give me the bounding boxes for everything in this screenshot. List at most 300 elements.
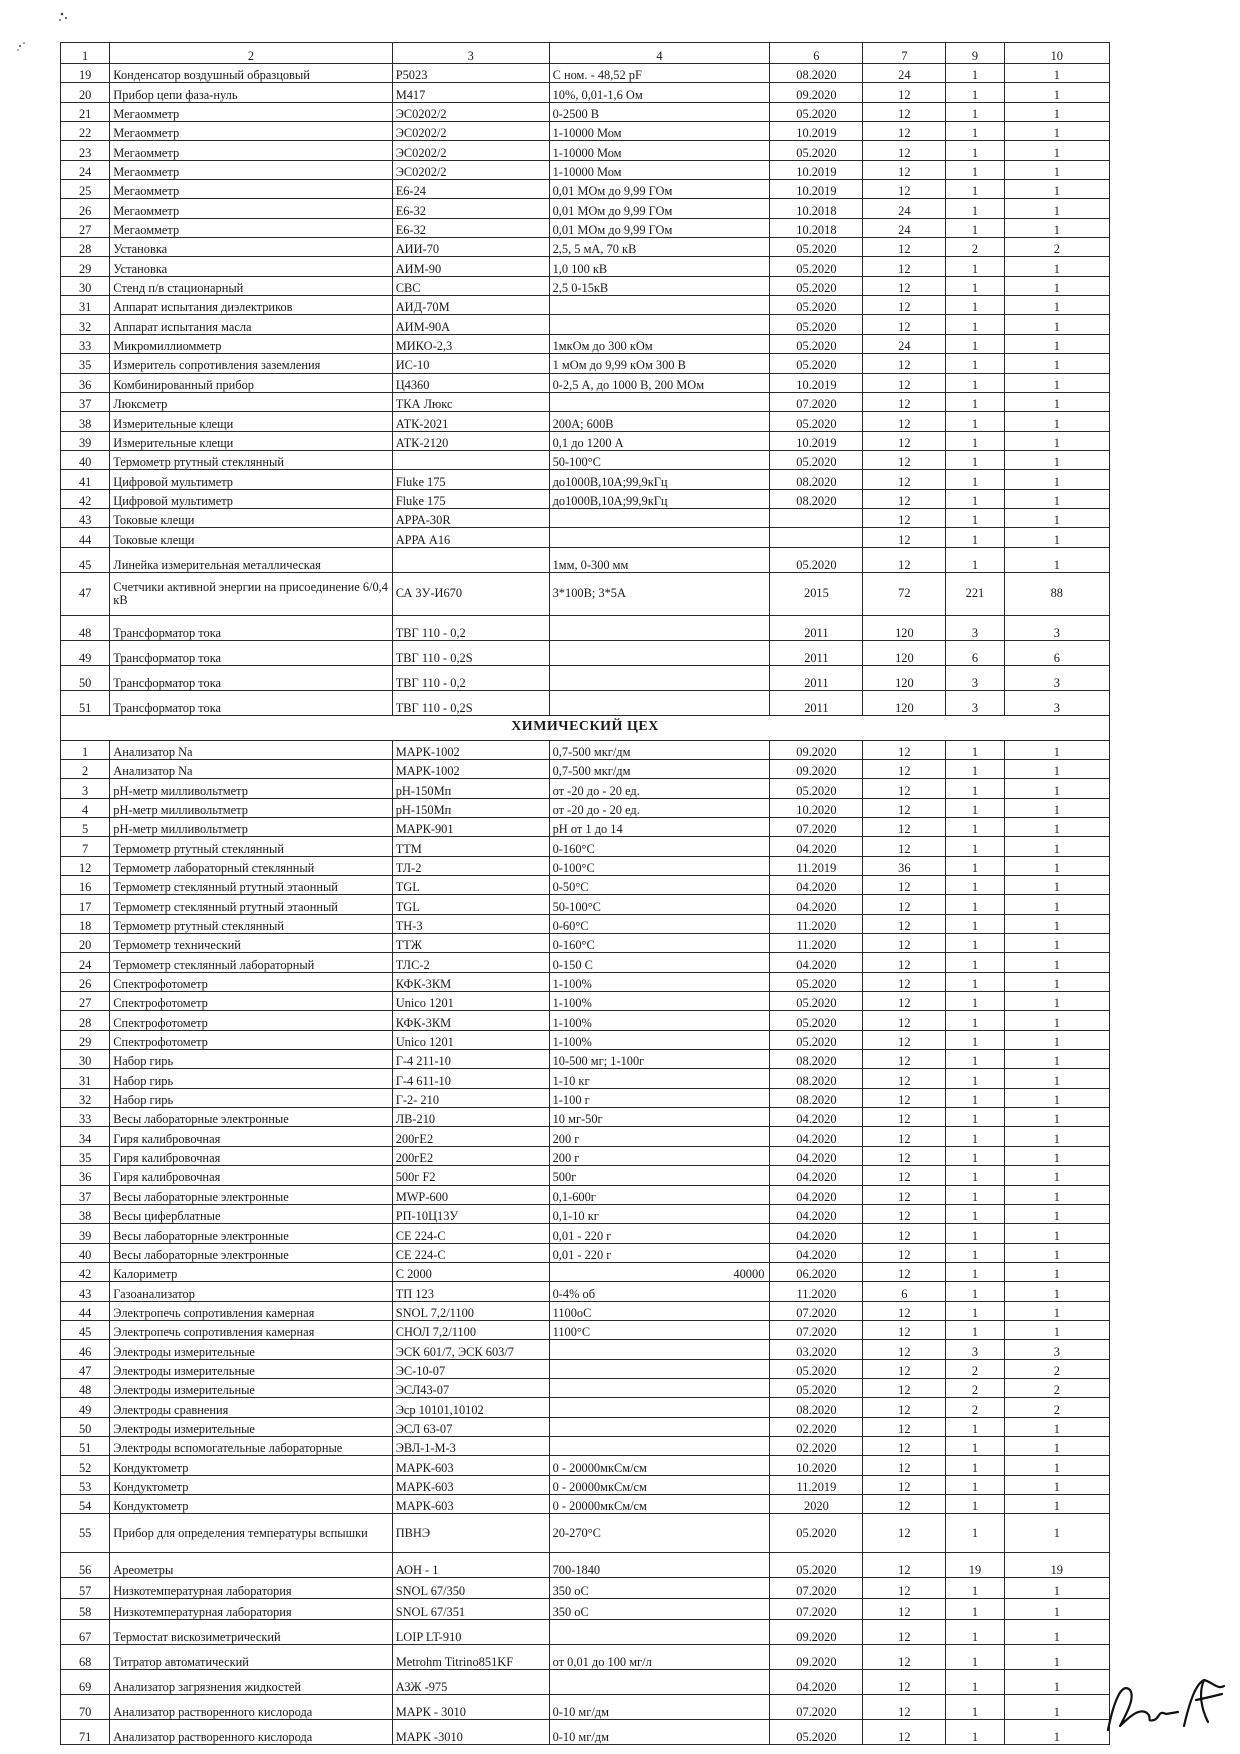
table-row xyxy=(61,528,1110,547)
instrument-type: SNOL 67/350 xyxy=(392,1578,549,1599)
measurement-range: 1мкОм до 300 кОм xyxy=(549,334,770,353)
verification-interval: 12 xyxy=(863,759,946,778)
table-row xyxy=(61,122,1110,141)
verification-date: 08.2020 xyxy=(770,489,863,508)
verification-date: 08.2020 xyxy=(770,64,863,83)
quantity-total: 19 xyxy=(1004,1553,1109,1578)
instrument-name: Спектрофотометр xyxy=(110,992,392,1011)
instrument-name: Набор гирь xyxy=(110,1088,392,1107)
instrument-type: Ц4360 xyxy=(392,373,549,392)
instrument-type: Г-4 611-10 xyxy=(392,1069,549,1088)
verification-interval: 12 xyxy=(863,1243,946,1262)
quantity: 1 xyxy=(946,1146,1004,1165)
instrument-type: SNOL 67/351 xyxy=(392,1599,549,1620)
instrument-name: Термометр технический xyxy=(110,934,392,953)
table-row xyxy=(61,1069,1110,1088)
quantity: 1 xyxy=(946,1475,1004,1494)
measurement-range-cell xyxy=(549,1262,770,1281)
verification-date: 04.2020 xyxy=(770,1204,863,1223)
quantity: 2 xyxy=(946,1398,1004,1417)
verification-interval: 12 xyxy=(863,373,946,392)
col-header: 10 xyxy=(1004,43,1109,64)
row-number: 70 xyxy=(61,1695,110,1720)
quantity: 3 xyxy=(946,665,1004,690)
verification-date: 07.2020 xyxy=(770,1599,863,1620)
quantity: 1 xyxy=(946,373,1004,392)
quantity: 1 xyxy=(946,354,1004,373)
verification-interval: 12 xyxy=(863,431,946,450)
verification-date: 10.2019 xyxy=(770,160,863,179)
verification-interval: 12 xyxy=(863,1224,946,1243)
quantity: 19 xyxy=(946,1553,1004,1578)
verification-interval: 12 xyxy=(863,817,946,836)
instrument-name: Мегаомметр xyxy=(110,102,392,121)
measurement-range xyxy=(549,640,770,665)
quantity-total: 1 xyxy=(1004,431,1109,450)
table-row xyxy=(61,141,1110,160)
measurement-range: 0,01 МОм до 9,99 ГОм xyxy=(549,199,770,218)
quantity: 1 xyxy=(946,1456,1004,1475)
row-number: 16 xyxy=(61,876,110,895)
quantity: 1 xyxy=(946,122,1004,141)
measurement-range: 0,1-600г xyxy=(549,1185,770,1204)
row-number: 48 xyxy=(61,1378,110,1397)
instrument-name: Мегаомметр xyxy=(110,199,392,218)
verification-date: 04.2020 xyxy=(770,1166,863,1185)
quantity-total: 1 xyxy=(1004,1146,1109,1165)
table-row xyxy=(61,1301,1110,1320)
row-number: 42 xyxy=(61,1262,110,1281)
instrument-name: Цифровой мультиметр xyxy=(110,489,392,508)
measurement-range: 0-60°С xyxy=(549,914,770,933)
verification-interval: 12 xyxy=(863,1398,946,1417)
verification-interval: 12 xyxy=(863,934,946,953)
quantity-total: 1 xyxy=(1004,1185,1109,1204)
verification-date: 04.2020 xyxy=(770,1243,863,1262)
verification-date: 05.2020 xyxy=(770,354,863,373)
instrument-type: ТКА Люкс xyxy=(392,392,549,411)
instrument-name: Гиря калибровочная xyxy=(110,1146,392,1165)
quantity-total: 1 xyxy=(1004,1108,1109,1127)
instrument-type xyxy=(392,450,549,469)
quantity: 3 xyxy=(946,615,1004,640)
verification-interval: 12 xyxy=(863,1645,946,1670)
instrument-type: CE 224-C xyxy=(392,1243,549,1262)
verification-date: 05.2020 xyxy=(770,102,863,121)
measurement-range: 1 мОм до 9,99 кОм 300 В xyxy=(549,354,770,373)
verification-interval: 12 xyxy=(863,953,946,972)
instrument-type: 500г F2 xyxy=(392,1166,549,1185)
verification-date: 09.2020 xyxy=(770,759,863,778)
instrument-type: ТВГ 110 - 0,2S xyxy=(392,690,549,715)
quantity: 1 xyxy=(946,296,1004,315)
table-row xyxy=(61,1320,1110,1339)
table-row xyxy=(61,412,1110,431)
quantity: 1 xyxy=(946,856,1004,875)
table-row xyxy=(61,665,1110,690)
verification-interval: 12 xyxy=(863,1166,946,1185)
row-number: 5 xyxy=(61,817,110,836)
table-row xyxy=(61,740,1110,759)
verification-date: 08.2020 xyxy=(770,1069,863,1088)
table-row xyxy=(61,199,1110,218)
instrument-name: Прибор цепи фаза-нуль xyxy=(110,83,392,102)
table-row xyxy=(61,615,1110,640)
verification-date: 04.2020 xyxy=(770,953,863,972)
quantity-total: 1 xyxy=(1004,1599,1109,1620)
row-number: 39 xyxy=(61,1224,110,1243)
measurement-range: 0-150 С xyxy=(549,953,770,972)
quantity: 1 xyxy=(946,1670,1004,1695)
quantity-total: 1 xyxy=(1004,1011,1109,1030)
row-number: 27 xyxy=(61,218,110,237)
row-number: 31 xyxy=(61,1069,110,1088)
row-number: 18 xyxy=(61,914,110,933)
instrument-type: КФК-3КМ xyxy=(392,972,549,991)
quantity-total: 1 xyxy=(1004,856,1109,875)
measurement-range: 0-160°С xyxy=(549,837,770,856)
quantity: 221 xyxy=(946,572,1004,615)
table-row xyxy=(61,1645,1110,1670)
measurement-range: 0-2,5 А, до 1000 В, 200 МОм xyxy=(549,373,770,392)
quantity: 2 xyxy=(946,238,1004,257)
verification-date: 05.2020 xyxy=(770,1359,863,1378)
table-row xyxy=(61,64,1110,83)
row-number: 58 xyxy=(61,1599,110,1620)
quantity-total: 2 xyxy=(1004,1378,1109,1397)
quantity-total: 1 xyxy=(1004,508,1109,527)
quantity: 1 xyxy=(946,779,1004,798)
quantity: 1 xyxy=(946,83,1004,102)
instrument-name: Токовые клещи xyxy=(110,528,392,547)
table-row xyxy=(61,876,1110,895)
table-row xyxy=(61,431,1110,450)
instrument-name: Весы лабораторные электронные xyxy=(110,1224,392,1243)
quantity: 1 xyxy=(946,837,1004,856)
quantity: 1 xyxy=(946,895,1004,914)
verification-date xyxy=(770,528,863,547)
table-row xyxy=(61,1456,1110,1475)
verification-date: 04.2020 xyxy=(770,1146,863,1165)
instrument-type: АРРА А16 xyxy=(392,528,549,547)
instrument-type: МАРК-901 xyxy=(392,817,549,836)
instrument-name: Анализатор растворенного кислорода xyxy=(110,1695,392,1720)
measurement-range: 200 г xyxy=(549,1146,770,1165)
quantity: 1 xyxy=(946,934,1004,953)
verification-date: 07.2020 xyxy=(770,817,863,836)
measurement-range: 0-50°С xyxy=(549,876,770,895)
instrument-name: Измерительные клещи xyxy=(110,431,392,450)
instrument-type: АРРА-30R xyxy=(392,508,549,527)
instrument-type: ЭСЛ43-07 xyxy=(392,1378,549,1397)
verification-interval: 12 xyxy=(863,1514,946,1553)
instrument-name: Линейка измерительная металлическая xyxy=(110,547,392,572)
quantity: 1 xyxy=(946,102,1004,121)
row-number: 67 xyxy=(61,1620,110,1645)
instrument-type: АИИ-70 xyxy=(392,238,549,257)
quantity-total: 1 xyxy=(1004,450,1109,469)
table-row xyxy=(61,1553,1110,1578)
instrument-name: Набор гирь xyxy=(110,1069,392,1088)
verification-date: 05.2020 xyxy=(770,276,863,295)
table-row xyxy=(61,572,1110,615)
table-row xyxy=(61,1011,1110,1030)
column-number-header-row xyxy=(61,43,1110,64)
table-row xyxy=(61,102,1110,121)
quantity-total: 1 xyxy=(1004,1514,1109,1553)
quantity-total: 1 xyxy=(1004,1262,1109,1281)
quantity: 1 xyxy=(946,953,1004,972)
instrument-name: Трансформатор тока xyxy=(110,615,392,640)
instrument-name: рН-метр милливольтметр xyxy=(110,798,392,817)
quantity: 1 xyxy=(946,1645,1004,1670)
quantity: 1 xyxy=(946,1301,1004,1320)
col-header: 1 xyxy=(61,43,110,64)
quantity: 1 xyxy=(946,992,1004,1011)
verification-date: 11.2020 xyxy=(770,934,863,953)
verification-interval: 12 xyxy=(863,895,946,914)
verification-date: 06.2020 xyxy=(770,1262,863,1281)
verification-interval: 12 xyxy=(863,141,946,160)
verification-date: 10.2019 xyxy=(770,373,863,392)
measurement-range: 0,01 - 220 г xyxy=(549,1224,770,1243)
instrument-type: рН-150Мп xyxy=(392,779,549,798)
section-title: ХИМИЧЕСКИЙ ЦЕХ xyxy=(61,715,1110,740)
quantity: 1 xyxy=(946,1069,1004,1088)
measurement-range: 1-10000 Мом xyxy=(549,160,770,179)
quantity-total: 1 xyxy=(1004,83,1109,102)
row-number: 69 xyxy=(61,1670,110,1695)
table-row xyxy=(61,1108,1110,1127)
verification-date: 05.2020 xyxy=(770,257,863,276)
quantity-total: 1 xyxy=(1004,1320,1109,1339)
range-extra-value: 40000 xyxy=(733,1267,765,1282)
instrument-name: Гиря калибровочная xyxy=(110,1127,392,1146)
verification-date: 11.2019 xyxy=(770,1475,863,1494)
verification-interval: 12 xyxy=(863,83,946,102)
table-row xyxy=(61,296,1110,315)
instrument-name: Термостат вискозиметрический xyxy=(110,1620,392,1645)
verification-interval: 12 xyxy=(863,992,946,1011)
quantity: 1 xyxy=(946,547,1004,572)
row-number: 44 xyxy=(61,1301,110,1320)
table-row xyxy=(61,1475,1110,1494)
row-number: 24 xyxy=(61,953,110,972)
table-row xyxy=(61,83,1110,102)
measurement-range: 350 оС xyxy=(549,1578,770,1599)
verification-date: 07.2020 xyxy=(770,392,863,411)
row-number: 51 xyxy=(61,1436,110,1455)
quantity: 2 xyxy=(946,1359,1004,1378)
quantity: 1 xyxy=(946,1127,1004,1146)
verification-date: 10.2019 xyxy=(770,431,863,450)
verification-date: 11.2019 xyxy=(770,856,863,875)
verification-interval: 12 xyxy=(863,1436,946,1455)
instrument-name: Цифровой мультиметр xyxy=(110,470,392,489)
instrument-type: МАРК-603 xyxy=(392,1495,549,1514)
verification-date: 2011 xyxy=(770,690,863,715)
quantity: 1 xyxy=(946,1011,1004,1030)
row-number: 1 xyxy=(61,740,110,759)
table-row xyxy=(61,817,1110,836)
instrument-name: Трансформатор тока xyxy=(110,665,392,690)
quantity-total: 1 xyxy=(1004,934,1109,953)
row-number: 20 xyxy=(61,934,110,953)
verification-interval: 12 xyxy=(863,470,946,489)
measurement-range xyxy=(549,392,770,411)
instrument-type xyxy=(392,547,549,572)
verification-interval: 72 xyxy=(863,572,946,615)
verification-interval: 12 xyxy=(863,1720,946,1745)
verification-interval: 12 xyxy=(863,1011,946,1030)
verification-date: 07.2020 xyxy=(770,1301,863,1320)
verification-date: 08.2020 xyxy=(770,1398,863,1417)
verification-interval: 12 xyxy=(863,1204,946,1223)
instrument-type: АИМ-90 xyxy=(392,257,549,276)
quantity: 1 xyxy=(946,334,1004,353)
verification-interval: 12 xyxy=(863,740,946,759)
verification-interval: 12 xyxy=(863,1495,946,1514)
table-row xyxy=(61,354,1110,373)
row-number: 29 xyxy=(61,1030,110,1049)
table-row xyxy=(61,547,1110,572)
verification-date xyxy=(770,508,863,527)
row-number: 46 xyxy=(61,1340,110,1359)
instrument-type: LOIP LT-910 xyxy=(392,1620,549,1645)
quantity: 1 xyxy=(946,1599,1004,1620)
row-number: 27 xyxy=(61,992,110,1011)
verification-date: 04.2020 xyxy=(770,1224,863,1243)
instrument-name: Титратор автоматический xyxy=(110,1645,392,1670)
quantity: 1 xyxy=(946,141,1004,160)
instrument-name: Анализатор Na xyxy=(110,759,392,778)
verification-interval: 12 xyxy=(863,1069,946,1088)
instrument-type: ТЛС-2 xyxy=(392,953,549,972)
verification-date: 10.2020 xyxy=(770,1456,863,1475)
row-number: 56 xyxy=(61,1553,110,1578)
verification-interval: 12 xyxy=(863,412,946,431)
instrument-type: АИМ-90А xyxy=(392,315,549,334)
table-row xyxy=(61,779,1110,798)
quantity: 1 xyxy=(946,412,1004,431)
verification-date: 04.2020 xyxy=(770,1108,863,1127)
quantity-total: 2 xyxy=(1004,1398,1109,1417)
row-number: 52 xyxy=(61,1456,110,1475)
verification-interval: 12 xyxy=(863,1475,946,1494)
instrument-type: ЭСЛ 63-07 xyxy=(392,1417,549,1436)
instrument-type: рН-150Мп xyxy=(392,798,549,817)
measurement-range: 10 мг-50г xyxy=(549,1108,770,1127)
instrument-type: Fluke 175 xyxy=(392,470,549,489)
handwritten-signature xyxy=(1100,1660,1230,1740)
instrument-type: Fluke 175 xyxy=(392,489,549,508)
verification-date: 09.2020 xyxy=(770,1620,863,1645)
verification-interval: 12 xyxy=(863,1030,946,1049)
quantity: 3 xyxy=(946,690,1004,715)
row-number: 33 xyxy=(61,334,110,353)
measurement-range: от 0,01 до 100 мг/л xyxy=(549,1645,770,1670)
verification-interval: 12 xyxy=(863,547,946,572)
verification-date: 10.2018 xyxy=(770,199,863,218)
quantity: 1 xyxy=(946,450,1004,469)
quantity-total: 1 xyxy=(1004,992,1109,1011)
quantity-total: 1 xyxy=(1004,1243,1109,1262)
quantity-total: 1 xyxy=(1004,528,1109,547)
table-row xyxy=(61,1378,1110,1397)
verification-interval: 12 xyxy=(863,1378,946,1397)
measurement-range xyxy=(549,615,770,640)
instrument-name: Кондуктометр xyxy=(110,1475,392,1494)
quantity: 1 xyxy=(946,817,1004,836)
verification-interval: 12 xyxy=(863,489,946,508)
measurement-range: 0,01 МОм до 9,99 ГОм xyxy=(549,218,770,237)
table-row xyxy=(61,1088,1110,1107)
instrument-type: ЭС0202/2 xyxy=(392,160,549,179)
instrument-name: Аппарат испытания масла xyxy=(110,315,392,334)
quantity: 1 xyxy=(946,1495,1004,1514)
table-row xyxy=(61,1417,1110,1436)
row-number: 53 xyxy=(61,1475,110,1494)
quantity-total: 1 xyxy=(1004,1282,1109,1301)
table-row xyxy=(61,640,1110,665)
row-number: 29 xyxy=(61,257,110,276)
instrument-type: ЭС0202/2 xyxy=(392,122,549,141)
measurement-range: 0,7-500 мкг/дм xyxy=(549,740,770,759)
quantity-total: 1 xyxy=(1004,1475,1109,1494)
quantity-total: 1 xyxy=(1004,470,1109,489)
quantity: 1 xyxy=(946,759,1004,778)
verification-date: 03.2020 xyxy=(770,1340,863,1359)
quantity-total: 3 xyxy=(1004,1340,1109,1359)
measurement-range: 0,1 до 1200 А xyxy=(549,431,770,450)
verification-interval: 12 xyxy=(863,837,946,856)
measurement-range xyxy=(549,1620,770,1645)
table-row xyxy=(61,914,1110,933)
col-header: 7 xyxy=(863,43,946,64)
measurement-range: 0-10 мг/дм xyxy=(549,1695,770,1720)
instrument-type: TGL xyxy=(392,876,549,895)
verification-interval: 12 xyxy=(863,779,946,798)
row-number: 44 xyxy=(61,528,110,547)
measurement-range: 20-270°С xyxy=(549,1514,770,1553)
quantity-total: 1 xyxy=(1004,972,1109,991)
quantity-total: 1 xyxy=(1004,373,1109,392)
instrument-name: Термометр лабораторный стеклянный xyxy=(110,856,392,875)
quantity: 1 xyxy=(946,740,1004,759)
table-body xyxy=(61,64,1110,1745)
measurement-range: 0 - 20000мкСм/см xyxy=(549,1495,770,1514)
row-number: 50 xyxy=(61,1417,110,1436)
verification-interval: 12 xyxy=(863,1088,946,1107)
measurement-range: 10-500 мг; 1-100г xyxy=(549,1050,770,1069)
verification-date: 09.2020 xyxy=(770,740,863,759)
row-number: 19 xyxy=(61,64,110,83)
instrument-type: Е6-32 xyxy=(392,218,549,237)
row-number: 48 xyxy=(61,615,110,640)
measurement-range: 1-100% xyxy=(549,972,770,991)
instrument-name: Установка xyxy=(110,257,392,276)
measurement-range xyxy=(549,1359,770,1378)
measurement-range xyxy=(549,1378,770,1397)
quantity-total: 1 xyxy=(1004,122,1109,141)
instrument-type: MWP-600 xyxy=(392,1185,549,1204)
instrument-type: МАРК-603 xyxy=(392,1475,549,1494)
table-row xyxy=(61,759,1110,778)
instrument-type: Эср 10101,10102 xyxy=(392,1398,549,1417)
quantity-total: 1 xyxy=(1004,1417,1109,1436)
row-number: 23 xyxy=(61,141,110,160)
quantity: 1 xyxy=(946,1578,1004,1599)
